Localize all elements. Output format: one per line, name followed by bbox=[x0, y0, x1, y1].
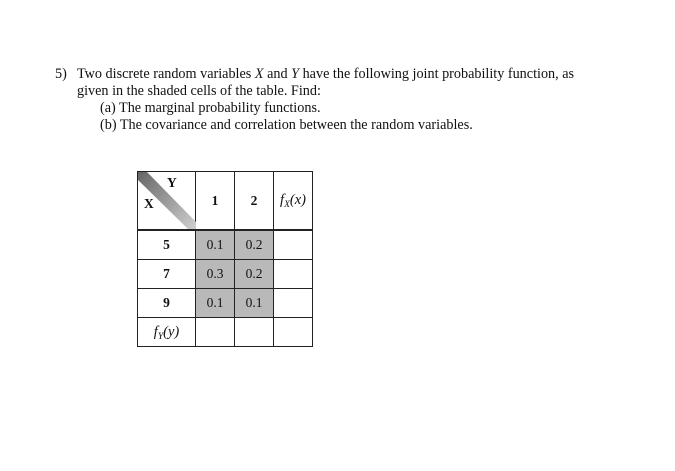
problem-number: 5) bbox=[55, 66, 67, 82]
x-value-label: 5 bbox=[138, 231, 196, 260]
marginal-y-arg: (y) bbox=[163, 323, 180, 340]
table-header-row bbox=[138, 172, 313, 230]
intro-text-1: Two discrete random variables bbox=[77, 66, 255, 82]
marginal-x-cell bbox=[274, 260, 313, 289]
x-value-label: 9 bbox=[138, 289, 196, 318]
marginal-x-cell bbox=[274, 289, 313, 318]
marginal-y-cell bbox=[274, 318, 313, 347]
y-value-header: 1 bbox=[196, 172, 235, 230]
intro-text-2: have the following joint probability function, as bbox=[299, 66, 575, 82]
table-row bbox=[138, 289, 313, 318]
problem-statement-line-2: given in the shaded cells of the table. Find: bbox=[77, 83, 321, 99]
joint-probability-table bbox=[137, 171, 313, 347]
intro-and: and bbox=[263, 66, 292, 82]
probability-cell: 0.2 bbox=[235, 231, 274, 260]
table-row bbox=[138, 231, 313, 260]
marginal-y-label bbox=[138, 318, 196, 347]
part-a: (a) The marginal probability functions. bbox=[100, 100, 321, 116]
problem-5 bbox=[55, 66, 655, 134]
corner-cell bbox=[138, 172, 196, 230]
marginal-x-arg: (x) bbox=[289, 192, 306, 208]
corner-label-y: Y bbox=[167, 175, 177, 190]
probability-cell: 0.1 bbox=[196, 231, 235, 260]
marginal-x-header bbox=[274, 172, 313, 230]
y-value-header: 2 bbox=[235, 172, 274, 230]
probability-cell: 0.1 bbox=[196, 289, 235, 318]
probability-cell: 0.2 bbox=[235, 260, 274, 289]
corner-label-x: X bbox=[144, 196, 154, 211]
marginal-y-cell bbox=[196, 318, 235, 347]
part-b: (b) The covariance and correlation between the random variables. bbox=[100, 117, 473, 133]
probability-cell: 0.1 bbox=[235, 289, 274, 318]
marginal-x-subscript: X bbox=[284, 200, 290, 210]
marginal-y-f: f bbox=[153, 323, 158, 340]
marginal-x-cell bbox=[274, 231, 313, 260]
marginal-y-subscript: Y bbox=[157, 331, 164, 342]
variable-x: X bbox=[254, 66, 264, 82]
variable-y: Y bbox=[291, 66, 300, 82]
marginal-y-row bbox=[138, 318, 313, 347]
probability-cell: 0.3 bbox=[196, 260, 235, 289]
table-row bbox=[138, 260, 313, 289]
marginal-x-f: f bbox=[280, 192, 285, 208]
marginal-y-cell bbox=[235, 318, 274, 347]
problem-statement-line-1 bbox=[55, 66, 655, 83]
x-value-label: 7 bbox=[138, 260, 196, 289]
